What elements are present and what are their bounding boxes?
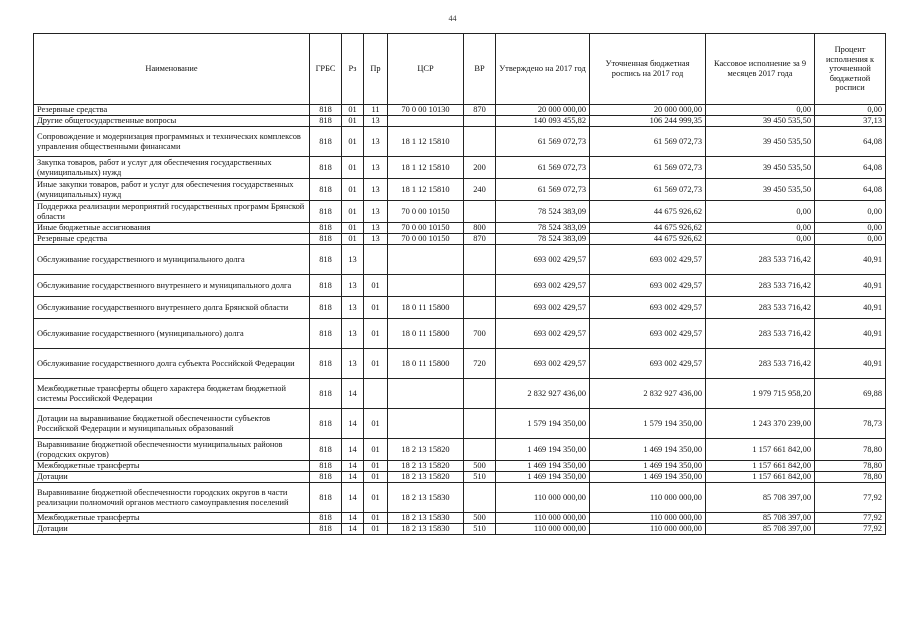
table-row (34, 127, 886, 157)
table-row (34, 483, 886, 513)
table-row (34, 105, 886, 116)
cell-executed: 1 979 715 958,20 (706, 379, 815, 409)
cell-vr: 500 (464, 461, 496, 472)
cell-csr: 18 2 13 15820 (388, 461, 464, 472)
cell-grbs: 818 (310, 349, 342, 379)
cell-rz: 01 (342, 234, 364, 245)
cell-name: Дотации на выравнивание бюджетной обеспеченности субъектов Российской Федерации и муниципальных образований (34, 409, 310, 439)
cell-grbs: 818 (310, 483, 342, 513)
cell-csr: 18 0 11 15800 (388, 297, 464, 319)
cell-name: Межбюджетные трансферты (34, 513, 310, 524)
cell-revised: 1 469 194 350,00 (590, 472, 706, 483)
table-row (34, 472, 886, 483)
cell-vr (464, 297, 496, 319)
cell-grbs: 818 (310, 319, 342, 349)
cell-revised: 2 832 927 436,00 (590, 379, 706, 409)
cell-pr: 01 (364, 297, 388, 319)
cell-revised: 693 002 429,57 (590, 297, 706, 319)
cell-csr: 18 1 12 15810 (388, 127, 464, 157)
cell-pr: 13 (364, 157, 388, 179)
col-header-name: Наименование (34, 34, 310, 105)
cell-revised: 110 000 000,00 (590, 513, 706, 524)
cell-revised: 1 469 194 350,00 (590, 461, 706, 472)
col-header-rz: Рз (342, 34, 364, 105)
cell-name: Сопровождение и модернизация программных и технических комплексов управления общественными финансами (34, 127, 310, 157)
cell-pr (364, 245, 388, 275)
cell-percent: 77,92 (815, 513, 886, 524)
cell-approved: 110 000 000,00 (496, 513, 590, 524)
cell-executed: 39 450 535,50 (706, 179, 815, 201)
cell-vr (464, 439, 496, 461)
col-header-approved: Утверждено на 2017 год (496, 34, 590, 105)
table-row (34, 349, 886, 379)
cell-approved: 1 469 194 350,00 (496, 461, 590, 472)
col-header-vr: ВР (464, 34, 496, 105)
cell-percent: 64,08 (815, 179, 886, 201)
cell-grbs: 818 (310, 116, 342, 127)
cell-pr: 01 (364, 409, 388, 439)
cell-vr (464, 379, 496, 409)
cell-rz: 01 (342, 157, 364, 179)
cell-rz: 13 (342, 349, 364, 379)
cell-grbs: 818 (310, 275, 342, 297)
cell-grbs: 818 (310, 234, 342, 245)
cell-revised: 44 675 926,62 (590, 234, 706, 245)
cell-pr: 13 (364, 201, 388, 223)
table-row (34, 439, 886, 461)
cell-executed: 283 533 716,42 (706, 319, 815, 349)
cell-rz: 13 (342, 245, 364, 275)
cell-approved: 2 832 927 436,00 (496, 379, 590, 409)
cell-name: Дотации (34, 524, 310, 535)
cell-vr: 240 (464, 179, 496, 201)
cell-revised: 20 000 000,00 (590, 105, 706, 116)
cell-csr (388, 409, 464, 439)
table-row (34, 297, 886, 319)
cell-approved: 20 000 000,00 (496, 105, 590, 116)
cell-grbs: 818 (310, 379, 342, 409)
cell-rz: 14 (342, 379, 364, 409)
cell-csr: 18 1 12 15810 (388, 179, 464, 201)
cell-approved: 61 569 072,73 (496, 157, 590, 179)
cell-pr: 11 (364, 105, 388, 116)
cell-executed: 39 450 535,50 (706, 116, 815, 127)
cell-executed: 0,00 (706, 105, 815, 116)
cell-revised: 693 002 429,57 (590, 319, 706, 349)
cell-rz: 01 (342, 105, 364, 116)
cell-rz: 14 (342, 472, 364, 483)
cell-vr: 200 (464, 157, 496, 179)
cell-executed: 39 450 535,50 (706, 157, 815, 179)
cell-rz: 14 (342, 461, 364, 472)
cell-percent: 40,91 (815, 275, 886, 297)
cell-csr (388, 116, 464, 127)
cell-rz: 01 (342, 179, 364, 201)
cell-percent: 40,91 (815, 349, 886, 379)
cell-rz: 01 (342, 201, 364, 223)
cell-approved: 78 524 383,09 (496, 223, 590, 234)
cell-grbs: 818 (310, 461, 342, 472)
table-row (34, 275, 886, 297)
cell-csr: 18 2 13 15820 (388, 472, 464, 483)
cell-percent: 0,00 (815, 201, 886, 223)
cell-executed: 283 533 716,42 (706, 349, 815, 379)
cell-vr (464, 127, 496, 157)
cell-pr: 13 (364, 234, 388, 245)
cell-pr: 01 (364, 439, 388, 461)
cell-executed: 0,00 (706, 234, 815, 245)
cell-grbs: 818 (310, 297, 342, 319)
cell-percent: 78,80 (815, 439, 886, 461)
table-row (34, 524, 886, 535)
cell-pr: 13 (364, 127, 388, 157)
cell-rz: 13 (342, 297, 364, 319)
table-row (34, 461, 886, 472)
cell-executed: 283 533 716,42 (706, 245, 815, 275)
cell-approved: 61 569 072,73 (496, 179, 590, 201)
cell-csr (388, 275, 464, 297)
cell-rz: 01 (342, 116, 364, 127)
cell-approved: 1 579 194 350,00 (496, 409, 590, 439)
cell-percent: 40,91 (815, 297, 886, 319)
cell-pr: 01 (364, 513, 388, 524)
cell-rz: 14 (342, 409, 364, 439)
cell-name: Обслуживание государственного (муниципального) долга (34, 319, 310, 349)
cell-grbs: 818 (310, 105, 342, 116)
cell-revised: 61 569 072,73 (590, 157, 706, 179)
cell-name: Выравнивание бюджетной обеспеченности муниципальных районов (городских округов) (34, 439, 310, 461)
cell-name: Иные закупки товаров, работ и услуг для обеспечения государственных (муниципальных) нужд (34, 179, 310, 201)
cell-csr: 18 1 12 15810 (388, 157, 464, 179)
table-row (34, 319, 886, 349)
cell-rz: 14 (342, 524, 364, 535)
table-row (34, 379, 886, 409)
cell-vr (464, 409, 496, 439)
cell-revised: 110 000 000,00 (590, 483, 706, 513)
cell-rz: 13 (342, 319, 364, 349)
cell-grbs: 818 (310, 439, 342, 461)
cell-csr: 18 0 11 15800 (388, 319, 464, 349)
cell-executed: 85 708 397,00 (706, 483, 815, 513)
cell-vr: 700 (464, 319, 496, 349)
page-number: 44 (448, 14, 457, 23)
cell-vr: 510 (464, 524, 496, 535)
table-row (34, 179, 886, 201)
cell-revised: 1 579 194 350,00 (590, 409, 706, 439)
table-body (34, 105, 886, 535)
table-header-row (34, 34, 886, 105)
cell-percent: 37,13 (815, 116, 886, 127)
cell-executed: 283 533 716,42 (706, 297, 815, 319)
cell-rz: 14 (342, 483, 364, 513)
cell-csr: 18 0 11 15800 (388, 349, 464, 379)
cell-vr (464, 483, 496, 513)
cell-approved: 1 469 194 350,00 (496, 439, 590, 461)
cell-executed: 0,00 (706, 201, 815, 223)
table-row (34, 234, 886, 245)
cell-pr: 13 (364, 179, 388, 201)
cell-pr: 01 (364, 461, 388, 472)
cell-revised: 110 000 000,00 (590, 524, 706, 535)
cell-percent: 40,91 (815, 245, 886, 275)
cell-revised: 693 002 429,57 (590, 275, 706, 297)
cell-rz: 01 (342, 127, 364, 157)
cell-grbs: 818 (310, 409, 342, 439)
cell-percent: 64,08 (815, 127, 886, 157)
cell-csr (388, 379, 464, 409)
cell-vr (464, 275, 496, 297)
cell-name: Иные бюджетные ассигнования (34, 223, 310, 234)
cell-grbs: 818 (310, 179, 342, 201)
cell-name: Обслуживание государственного долга субъекта Российской Федерации (34, 349, 310, 379)
cell-approved: 693 002 429,57 (496, 349, 590, 379)
cell-approved: 110 000 000,00 (496, 483, 590, 513)
cell-name: Дотации (34, 472, 310, 483)
cell-grbs: 818 (310, 127, 342, 157)
cell-grbs: 818 (310, 513, 342, 524)
cell-approved: 693 002 429,57 (496, 319, 590, 349)
col-header-pr: Пр (364, 34, 388, 105)
cell-percent: 69,88 (815, 379, 886, 409)
cell-percent: 78,73 (815, 409, 886, 439)
cell-executed: 1 157 661 842,00 (706, 461, 815, 472)
table-row (34, 409, 886, 439)
cell-grbs: 818 (310, 524, 342, 535)
cell-percent: 0,00 (815, 105, 886, 116)
cell-percent: 77,92 (815, 483, 886, 513)
cell-grbs: 818 (310, 157, 342, 179)
table-row (34, 157, 886, 179)
cell-vr (464, 201, 496, 223)
cell-rz: 01 (342, 223, 364, 234)
table-row (34, 223, 886, 234)
cell-name: Обслуживание государственного и муниципального долга (34, 245, 310, 275)
cell-csr: 18 2 13 15830 (388, 513, 464, 524)
cell-grbs: 818 (310, 223, 342, 234)
cell-executed: 1 243 370 239,00 (706, 409, 815, 439)
cell-percent: 0,00 (815, 234, 886, 245)
table-row (34, 245, 886, 275)
cell-revised: 106 244 999,35 (590, 116, 706, 127)
cell-name: Межбюджетные трансферты общего характера бюджетам бюджетной системы Российской Федерации (34, 379, 310, 409)
table-row (34, 513, 886, 524)
cell-executed: 85 708 397,00 (706, 513, 815, 524)
cell-csr: 70 0 00 10150 (388, 201, 464, 223)
cell-percent: 40,91 (815, 319, 886, 349)
cell-csr: 70 0 00 10130 (388, 105, 464, 116)
col-header-grbs: ГРБС (310, 34, 342, 105)
budget-table (33, 33, 886, 535)
cell-csr: 18 2 13 15830 (388, 524, 464, 535)
cell-name: Межбюджетные трансферты (34, 461, 310, 472)
cell-grbs: 818 (310, 472, 342, 483)
cell-grbs: 818 (310, 245, 342, 275)
cell-name: Резервные средства (34, 105, 310, 116)
cell-name: Обслуживание государственного внутреннего и муниципального долга (34, 275, 310, 297)
cell-executed: 1 157 661 842,00 (706, 439, 815, 461)
cell-approved: 693 002 429,57 (496, 297, 590, 319)
cell-approved: 110 000 000,00 (496, 524, 590, 535)
cell-csr: 70 0 00 10150 (388, 223, 464, 234)
table-row (34, 116, 886, 127)
cell-name: Обслуживание государственного внутреннего долга Брянской области (34, 297, 310, 319)
cell-name: Поддержка реализации мероприятий государственных программ Брянской области (34, 201, 310, 223)
cell-grbs: 818 (310, 201, 342, 223)
cell-revised: 61 569 072,73 (590, 179, 706, 201)
cell-rz: 14 (342, 513, 364, 524)
cell-name: Резервные средства (34, 234, 310, 245)
cell-percent: 78,80 (815, 461, 886, 472)
cell-pr: 13 (364, 223, 388, 234)
cell-executed: 0,00 (706, 223, 815, 234)
cell-revised: 693 002 429,57 (590, 245, 706, 275)
col-header-revised: Уточненная бюджетная роспись на 2017 год (590, 34, 706, 105)
col-header-csr: ЦСР (388, 34, 464, 105)
cell-pr: 13 (364, 116, 388, 127)
cell-approved: 140 093 455,82 (496, 116, 590, 127)
cell-csr: 18 2 13 15820 (388, 439, 464, 461)
cell-revised: 44 675 926,62 (590, 223, 706, 234)
cell-vr: 500 (464, 513, 496, 524)
cell-pr: 01 (364, 483, 388, 513)
cell-csr (388, 245, 464, 275)
cell-executed: 85 708 397,00 (706, 524, 815, 535)
cell-vr: 510 (464, 472, 496, 483)
cell-pr (364, 379, 388, 409)
cell-pr: 01 (364, 349, 388, 379)
cell-percent: 77,92 (815, 524, 886, 535)
cell-approved: 1 469 194 350,00 (496, 472, 590, 483)
cell-pr: 01 (364, 275, 388, 297)
cell-revised: 1 469 194 350,00 (590, 439, 706, 461)
cell-approved: 78 524 383,09 (496, 234, 590, 245)
cell-percent: 64,08 (815, 157, 886, 179)
cell-executed: 1 157 661 842,00 (706, 472, 815, 483)
cell-vr: 720 (464, 349, 496, 379)
cell-percent: 0,00 (815, 223, 886, 234)
cell-executed: 283 533 716,42 (706, 275, 815, 297)
cell-name: Другие общегосударственные вопросы (34, 116, 310, 127)
cell-revised: 693 002 429,57 (590, 349, 706, 379)
cell-vr: 870 (464, 105, 496, 116)
cell-approved: 693 002 429,57 (496, 275, 590, 297)
col-header-executed: Кассовое исполнение за 9 месяцев 2017 года (706, 34, 815, 105)
cell-vr (464, 116, 496, 127)
cell-pr: 01 (364, 524, 388, 535)
cell-executed: 39 450 535,50 (706, 127, 815, 157)
table-row (34, 201, 886, 223)
cell-vr: 800 (464, 223, 496, 234)
cell-pr: 01 (364, 472, 388, 483)
cell-percent: 78,80 (815, 472, 886, 483)
cell-vr (464, 245, 496, 275)
cell-name: Выравнивание бюджетной обеспеченности городских округов в части реализации полномочий органов местного самоуправления поселений (34, 483, 310, 513)
cell-csr: 70 0 00 10150 (388, 234, 464, 245)
cell-approved: 693 002 429,57 (496, 245, 590, 275)
cell-revised: 44 675 926,62 (590, 201, 706, 223)
cell-vr: 870 (464, 234, 496, 245)
cell-approved: 78 524 383,09 (496, 201, 590, 223)
cell-pr: 01 (364, 319, 388, 349)
cell-rz: 14 (342, 439, 364, 461)
cell-approved: 61 569 072,73 (496, 127, 590, 157)
col-header-percent: Процент исполнения к уточненной бюджетной росписи (815, 34, 886, 105)
cell-name: Закупка товаров, работ и услуг для обеспечения государственных (муниципальных) нужд (34, 157, 310, 179)
cell-revised: 61 569 072,73 (590, 127, 706, 157)
cell-csr: 18 2 13 15830 (388, 483, 464, 513)
cell-rz: 13 (342, 275, 364, 297)
